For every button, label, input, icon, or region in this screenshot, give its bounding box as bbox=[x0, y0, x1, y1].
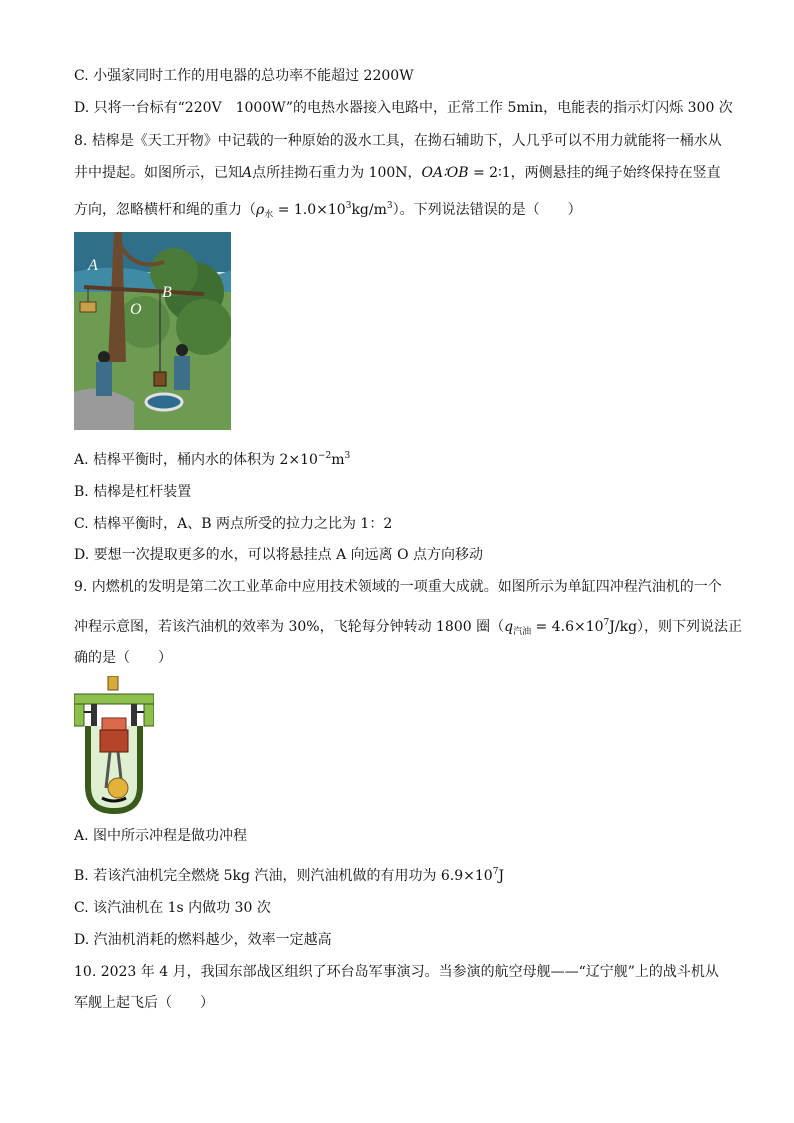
q9-stem-text2b: J/kg），则下列说法正 bbox=[609, 619, 743, 635]
q8-option-d-text: D. 要想一次提取更多的水，可以将悬挂点 A 向远离 O 点方向移动 bbox=[74, 547, 484, 563]
q7-option-c bbox=[74, 66, 414, 86]
q10-stem-line1 bbox=[74, 962, 719, 982]
q8-stem-line3 bbox=[74, 196, 582, 225]
q9-option-a bbox=[74, 826, 247, 846]
figure-label-o: O bbox=[130, 301, 142, 318]
q8-option-a bbox=[74, 446, 350, 470]
q8-option-a-unit: m bbox=[331, 452, 345, 468]
q8-stem-text2b: 点所挂拗石重力为 100N， bbox=[252, 165, 422, 181]
q10-stem-line2 bbox=[74, 993, 214, 1013]
engine-diagram bbox=[74, 676, 154, 816]
q9-heat-value: = 4.6×10 bbox=[531, 619, 604, 635]
q8-option-a-exp: −2 bbox=[317, 451, 332, 461]
q8-stem-text2a: 井中提起。如图所示，已知 bbox=[74, 165, 242, 181]
q8-rho-subscript: 水 bbox=[264, 210, 274, 220]
q8-stem-line2 bbox=[74, 163, 721, 183]
shadoof-illustration bbox=[74, 232, 231, 430]
q9-stem-line1 bbox=[74, 577, 722, 597]
q8-option-b bbox=[74, 482, 191, 502]
q8-density-exp: 3 bbox=[345, 201, 352, 211]
q9-stem-text1: 9. 内燃机的发明是第二次工业革命中应用技术领域的一项重大成就。如图所示为单缸四冲程汽油机的一个 bbox=[74, 579, 722, 595]
q8-stem-text1: 8. 桔槔是《天工开物》中记载的一种原始的汲水工具，在拗石辅助下，人几乎可以不用力就能将一桶水从 bbox=[74, 133, 722, 149]
q9-stem-line2 bbox=[74, 613, 742, 642]
q7-option-d bbox=[74, 98, 733, 118]
q8-option-c bbox=[74, 514, 392, 534]
q9-option-c-text: C. 该汽油机在 1s 内做功 30 次 bbox=[74, 900, 271, 916]
q8-stem-text2c: = 2∶1，两侧悬挂的绳子始终保持在竖直 bbox=[468, 165, 721, 181]
q9-option-d bbox=[74, 930, 332, 950]
q9-stem-text2a: 冲程示意图，若该汽油机的效率为 30%，飞轮每分钟转动 1800 圈（ bbox=[74, 619, 505, 635]
q8-density-unit: kg/m bbox=[351, 202, 387, 218]
q8-point-a: A bbox=[242, 165, 253, 181]
q9-stem-text3: 确的是（ ） bbox=[74, 650, 172, 666]
q9-option-b-text: B. 若该汽油机完全燃烧 5kg 汽油，则汽油机做的有用功为 6.9×10 bbox=[74, 868, 493, 884]
q7-option-d-text: D. 只将一台标有“220V 1000W”的电热水器接入电路中，正常工作 5min，电能表的指示灯闪烁 300 次 bbox=[74, 100, 733, 116]
q9-q-subscript: 汽油 bbox=[513, 627, 532, 637]
q8-density-value: = 1.0×10 bbox=[273, 202, 346, 218]
q9-heat-exp: 7 bbox=[603, 618, 610, 628]
q8-ratio: OA∶OB bbox=[421, 165, 469, 181]
figure-label-b: B bbox=[162, 284, 172, 301]
q9-option-c bbox=[74, 898, 271, 918]
q8-option-a-unit-exp: 3 bbox=[344, 451, 351, 461]
q9-option-b-exp: 7 bbox=[492, 867, 499, 877]
figure-label-a: A bbox=[88, 257, 98, 274]
q8-stem-text3b: ）。下列说法错误的是（ ） bbox=[392, 202, 582, 218]
q8-stem-text3a: 方向，忽略横杆和绳的重力（ bbox=[74, 202, 256, 218]
q8-option-a-text: A. 桔槔平衡时，桶内水的体积为 2×10 bbox=[74, 452, 318, 468]
q8-rho-symbol: ρ bbox=[256, 202, 265, 218]
q9-option-a-text: A. 图中所示冲程是做功冲程 bbox=[74, 828, 248, 844]
q8-option-d bbox=[74, 545, 483, 565]
q9-option-b-unit: J bbox=[498, 868, 505, 884]
q8-density-unit-exp: 3 bbox=[386, 201, 393, 211]
q8-option-c-text: C. 桔槔平衡时，A、B 两点所受的拉力之比为 1：2 bbox=[74, 516, 393, 532]
q7-option-c-text: C. 小强家同时工作的用电器的总功率不能超过 2200W bbox=[74, 68, 414, 84]
q8-stem-line1 bbox=[74, 131, 722, 151]
q8-option-b-text: B. 桔槔是杠杆装置 bbox=[74, 484, 192, 500]
q9-stem-line3 bbox=[74, 648, 172, 668]
q9-option-b bbox=[74, 862, 504, 886]
q10-stem-text1: 10. 2023 年 4 月，我国东部战区组织了环台岛军事演习。当参演的航空母舰——“辽宁舰”上的战斗机从 bbox=[74, 964, 719, 980]
q10-stem-text2: 军舰上起飞后（ ） bbox=[74, 995, 214, 1011]
q9-option-d-text: D. 汽油机消耗的燃料越少，效率一定越高 bbox=[74, 932, 332, 948]
q9-q-symbol: q bbox=[504, 619, 514, 635]
